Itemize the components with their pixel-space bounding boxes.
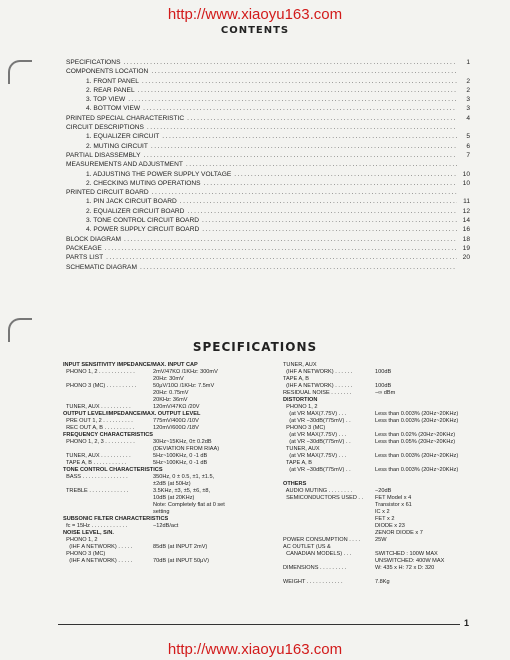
spec-label [283,502,375,509]
toc-entry [66,235,470,244]
spec-row [283,502,488,509]
spec-label [283,523,375,530]
spec-row [63,544,273,551]
spec-row [283,474,488,481]
toc-leader-dots [124,235,457,244]
toc-entry-page: 18 [462,235,470,243]
spec-value: FET Model x 4 [375,495,412,501]
spec-value: −20dB [375,488,392,494]
spec-row [283,432,488,439]
spec-value: Less than 0.003% (20Hz~20KHz) [375,411,459,417]
spec-value: UNSWITCHED: 400W MAX [375,558,445,564]
spec-row [283,439,488,446]
toc-entry-page: 16 [462,226,470,234]
toc-entry [66,151,470,160]
spec-row [63,432,273,439]
spec-row [63,495,273,502]
spec-row [63,446,273,453]
spec-label: PHONO 3 (MC) [283,425,326,431]
toc-leader-dots [106,253,457,262]
spec-label: POWER CONSUMPTION . . . . [283,537,361,543]
spec-row [63,537,273,544]
toc-entry-label: 4. BOTTOM VIEW [86,105,141,113]
spec-value: FET x 2 [375,516,395,522]
footer-rule [58,624,460,625]
spec-label: PHONO 1, 2 [63,537,98,543]
toc-entry-label: 1. FRONT PANEL [86,77,139,85]
spec-row [283,460,488,467]
spec-row [63,425,273,432]
spec-label: fc = 15Hz . . . . . . . . . . . . [63,523,128,529]
spec-row [283,425,488,432]
toc-leader-dots [187,207,457,216]
spec-row [283,390,488,397]
spec-value: 20Hz: 30mV [153,376,184,382]
toc-entry-label: MEASUREMENTS AND ADJUSTMENT [66,161,183,169]
toc-entry [66,179,470,188]
toc-entry [66,188,470,197]
spec-label: PHONO 1, 2, 3 . . . . . . . . . . [63,439,135,445]
spec-value: DIODE x 23 [375,523,405,529]
spec-label: TONE CONTROL CHARACTERISTICS [63,467,163,473]
toc-entry-label: PARTS LIST [66,254,104,262]
spec-label: PHONO 3 (MC) [63,551,106,557]
toc-leader-dots [202,225,457,234]
spec-value: 70dB (at INPUT 50μV) [153,558,209,564]
toc-entry [66,67,470,76]
spec-label: BASS . . . . . . . . . . . . . . . [63,474,128,480]
spec-row [283,551,488,558]
spec-label: PHONO 3 (MC) . . . . . . . . . . [63,383,137,389]
toc-entry-page: 5 [466,133,470,141]
specifications-right-column [283,362,488,586]
spec-value: Less than 0.05% (20Hz~20KHz) [375,439,456,445]
spec-value: 2mV/47KΩ /1KHz: 300mV [153,369,218,375]
spec-label [283,509,375,516]
toc-leader-dots [202,216,457,225]
spec-label: TREBLE . . . . . . . . . . . . . [63,488,129,494]
spec-row [283,537,488,544]
spec-label: PRE OUT 1, 2 . . . . . . . . . . [63,418,133,424]
spec-row [283,544,488,551]
toc-leader-dots [151,67,457,76]
spec-row [283,404,488,411]
toc-entry-label: PACKEAGE [66,244,102,252]
spec-row [63,418,273,425]
toc-entry-page: 2 [466,86,470,94]
toc-leader-dots [152,188,457,197]
spec-label: SEMICONDUCTORS USED . . [283,495,364,501]
toc-entry-label: 1. PIN JACK CIRCUIT BOARD [86,198,177,206]
spec-row [283,488,488,495]
toc-entry-page: 4 [466,114,470,122]
spec-label: (IHF A NETWORK) . . . . . . [283,383,353,389]
spec-value: 25W [375,537,387,543]
spec-value: Less than 0.003% (20Hz~20KHz) [375,467,459,473]
toc-leader-dots [128,95,457,104]
toc-entry [66,225,470,234]
toc-entry-label: 2. CHECKING MUTING OPERATIONS [86,179,201,187]
spec-row [283,558,488,565]
spec-value: 5Hz~100KHz, 0 -1 dB [153,460,208,466]
toc-entry-label: CIRCUIT DESCRIPTIONS [66,124,144,132]
spec-label: OTHERS [283,481,307,487]
spec-row [63,411,273,418]
toc-entry [66,95,470,104]
spec-row [63,530,273,537]
toc-leader-dots [204,179,457,188]
spec-row [63,383,273,390]
toc-entry-page: 3 [466,96,470,104]
spec-label: SUBSONIC FILTER CHARACTERISTICS [63,516,169,522]
spec-label: TUNER, AUX [283,362,317,368]
spec-label: TUNER, AUX . . . . . . . . . . [63,453,131,459]
spec-label: NOISE LEVEL, S/N. [63,530,114,536]
spec-label [63,446,153,453]
spec-label [63,397,153,404]
binder-hole-mark [8,60,32,84]
spec-value: 20KHz: 36mV [153,397,188,403]
toc-leader-dots [123,58,457,67]
toc-entry-label: PRINTED CIRCUIT BOARD [66,189,149,197]
spec-label: TUNER, AUX [283,446,320,452]
toc-leader-dots [147,123,457,132]
spec-label: TUNER, AUX . . . . . . . . . . [63,404,131,410]
toc-leader-dots [144,151,457,160]
spec-label: (IHF A NETWORK) . . . . . . [283,369,353,375]
toc-leader-dots [138,86,457,95]
spec-row [283,467,488,474]
spec-label [63,502,153,509]
spec-row [63,502,273,509]
spec-label: INPUT SENSITIVITY IMPEDANCE/MAX. INPUT CAP [63,362,198,368]
toc-leader-dots [142,77,457,86]
spec-row [283,565,488,572]
spec-row [283,481,488,488]
spec-label [283,558,375,565]
toc-leader-dots [234,170,457,179]
toc-entry [66,253,470,262]
spec-value: Transistor x 61 [375,502,412,508]
spec-label: RESIDUAL NOISE . . . . . . . [283,390,352,396]
spec-value: setting [153,509,170,515]
spec-row [283,362,488,369]
toc-entry [66,114,470,123]
spec-value: 5Hz~100KHz, 0 -1 dB [153,453,208,459]
spec-row [63,516,273,523]
spec-label: WEIGHT . . . . . . . . . . . . [283,579,343,585]
spec-value: 100dB [375,383,392,389]
spec-row [283,523,488,530]
spec-label: DISTORTION [283,397,318,403]
toc-entry-label: 1. ADJUSTING THE POWER SUPPLY VOLTAGE [86,170,232,178]
toc-entry-page: 11 [463,198,470,206]
spec-row [283,530,488,537]
spec-row [63,460,273,467]
toc-entry-page: 12 [462,207,470,215]
toc-leader-dots [186,160,457,169]
spec-value: Less than 0.003% (20Hz~20KHz) [375,453,459,459]
toc-leader-dots [151,142,457,151]
spec-label: (IHF A NETWORK) . . . . . [63,544,133,550]
toc-entry-label: PRINTED SPECIAL CHARACTERISTIC [66,114,185,122]
spec-value: 775mV/400Ω /10V [153,418,199,424]
spec-value: ±2dB (at 50Hz) [153,481,191,487]
toc-entry [66,104,470,113]
spec-label: (at VR MAX(7.75V) . . . [283,411,347,417]
spec-value: IC x 2 [375,509,390,515]
spec-row [63,488,273,495]
spec-row [283,418,488,425]
spec-row [63,390,273,397]
spec-value: −∞ dBm [375,390,396,396]
toc-entry-label: 3. TONE CONTROL CIRCUIT BOARD [86,217,199,225]
toc-leader-dots [187,114,457,123]
toc-entry [66,207,470,216]
watermark-url-bottom[interactable]: http://www.xiaoyu163.com [167,641,343,658]
spec-label: AC OUTLET (US & [283,544,331,550]
spec-label: PHONO 1, 2 . . . . . . . . . . . . [63,369,135,375]
toc-leader-dots [162,132,457,141]
spec-label [283,530,375,537]
spec-value: W: 435 x H: 72 x D: 320 [375,565,435,571]
toc-entry-page: 10 [462,170,470,178]
table-of-contents [66,58,470,272]
toc-entry [66,216,470,225]
toc-entry-page: 2 [466,77,470,85]
toc-entry-label: 3. TOP VIEW [86,96,126,104]
spec-label: TAPE A, B . . . . . . . . . . . [63,460,127,466]
toc-entry [66,170,470,179]
toc-entry-page: 20 [462,254,470,262]
spec-row [63,481,273,488]
spec-row [63,467,273,474]
spec-value: 120mV/600Ω /18V [153,425,199,431]
toc-leader-dots [180,197,457,206]
toc-leader-dots [143,104,457,113]
spec-row [63,362,273,369]
spec-value: SWITCHED : 100W MAX [375,551,438,557]
spec-value: 30Hz~15KHz, 0± 0.2dB [153,439,212,445]
spec-label: OUTPUT LEVEL/IMPEDANCE/MAX. OUTPUT LEVEL [63,411,201,417]
spec-row [63,439,273,446]
binder-hole-mark [8,318,32,342]
toc-entry [66,160,470,169]
spec-row [283,495,488,502]
spec-row [283,411,488,418]
toc-entry-page: 6 [466,142,470,150]
spec-value: 85dB (at INPUT 2mV) [153,544,208,550]
toc-entry-label: SPECIFICATIONS [66,59,121,66]
toc-entry [66,123,470,132]
spec-label: (at VR −30dB(775mV) . . [283,418,351,424]
toc-entry-label: 1. EQUALIZER CIRCUIT [86,133,160,141]
toc-entry [66,244,470,253]
spec-label [63,509,153,516]
spec-value: 20Hz: 0.75mV [153,390,189,396]
spec-label: TAPE A, B [283,376,310,382]
spec-row [283,516,488,523]
spec-label: (at VR −30dB(775mV) . . [283,467,351,473]
spec-value: Less than 0.003% (20Hz~20KHz) [375,418,459,424]
spec-label [63,481,153,488]
spec-row [283,572,488,579]
page-number: 1 [464,618,470,628]
watermark-url-top[interactable]: http://www.xiaoyu163.com [167,6,343,23]
toc-entry-page: 1 [466,59,470,66]
toc-entry-label: COMPONENTS LOCATION [66,68,149,76]
toc-entry-label: 2. MUTING CIRCUIT [86,142,148,150]
specifications-title: SPECIFICATIONS [192,340,318,354]
spec-value: ZENOR DIODE x 7 [375,530,423,536]
spec-value: 100dB [375,369,392,375]
toc-entry [66,86,470,95]
spec-row [63,551,273,558]
specifications-left-column [63,362,273,565]
spec-row [283,369,488,376]
spec-label: PHONO 1, 2 [283,404,318,410]
spec-row [283,383,488,390]
toc-entry-page: 7 [466,151,470,159]
toc-entry-page: 3 [466,105,470,113]
spec-value: Less than 0.02% (20Hz~20KHz) [375,432,456,438]
spec-label: FREQUENCY CHARACTERISTICS [63,432,154,438]
toc-entry-page: 10 [462,179,470,187]
spec-row [63,376,273,383]
spec-value: 50μV/10Ω /1KHz: 7.5mV [153,383,215,389]
toc-leader-dots [105,244,457,253]
toc-entry-label: PARTIAL DISASSEMBLY [66,151,141,159]
toc-entry-label: SCHEMATIC DIAGRAM [66,263,137,271]
spec-label: DIMENSIONS . . . . . . . . . [283,565,347,571]
spec-label [63,495,153,502]
toc-entry-label: 2. EQUALIZER CIRCUIT BOARD [86,207,185,215]
toc-leader-dots [140,263,457,272]
spec-row [283,446,488,453]
spec-row [283,509,488,516]
spec-value: Note: Completely flat at 0 set [153,502,225,508]
toc-entry-label: BLOCK DIAGRAM [66,235,121,243]
spec-label: AUDIO MUTING . . . . . . . . [283,488,352,494]
toc-entry [66,197,470,206]
spec-label: REC OUT A, B . . . . . . . . . . [63,425,135,431]
spec-value: 10dB (at 20KHz) [153,495,195,501]
toc-entry [66,263,470,272]
spec-row [63,397,273,404]
spec-row [63,453,273,460]
toc-entry-page: 14 [462,217,470,225]
spec-label: CANADIAN MODELS) . . . [283,551,352,557]
spec-value: (DEVIATION FROM RIAA) [153,446,220,452]
spec-row [63,369,273,376]
spec-value: 120mV/47KΩ /20V [153,404,200,410]
spec-label: (at VR MAX(7.75V) . . . [283,432,347,438]
contents-title: CONTENTS [220,25,290,36]
spec-row [283,453,488,460]
toc-entry [66,142,470,151]
spec-row [283,579,488,586]
toc-entry [66,132,470,141]
spec-row [63,474,273,481]
spec-label: (IHF A NETWORK) . . . . . [63,558,133,564]
toc-entry-page: 19 [462,244,470,252]
spec-value: 3.5KHz, ±3, ±5, ±6, ±8, [153,488,211,494]
spec-row [63,404,273,411]
spec-label [283,516,375,523]
spec-label: TAPE A, B [283,460,313,466]
toc-entry-label: 2. REAR PANEL [86,86,135,94]
spec-label: (at VR MAX(7.75V) . . . [283,453,347,459]
spec-value: 7.8Kg [375,579,390,585]
spec-row [283,397,488,404]
spec-value: 350Hz, 0 ± 0.5, ±1, ±1.5, [153,474,215,480]
spec-label: (at VR −30dB(775mV) . . [283,439,351,445]
toc-entry [66,77,470,86]
spec-row [63,523,273,530]
spec-label [63,390,153,397]
spec-row [283,376,488,383]
spec-value: −12dB/act [153,523,179,529]
spec-label [63,376,153,383]
toc-entry-label: 4. POWER SUPPLY CIRCUIT BOARD [86,226,200,234]
spec-row [63,509,273,516]
spec-row [63,558,273,565]
toc-entry [66,58,470,67]
